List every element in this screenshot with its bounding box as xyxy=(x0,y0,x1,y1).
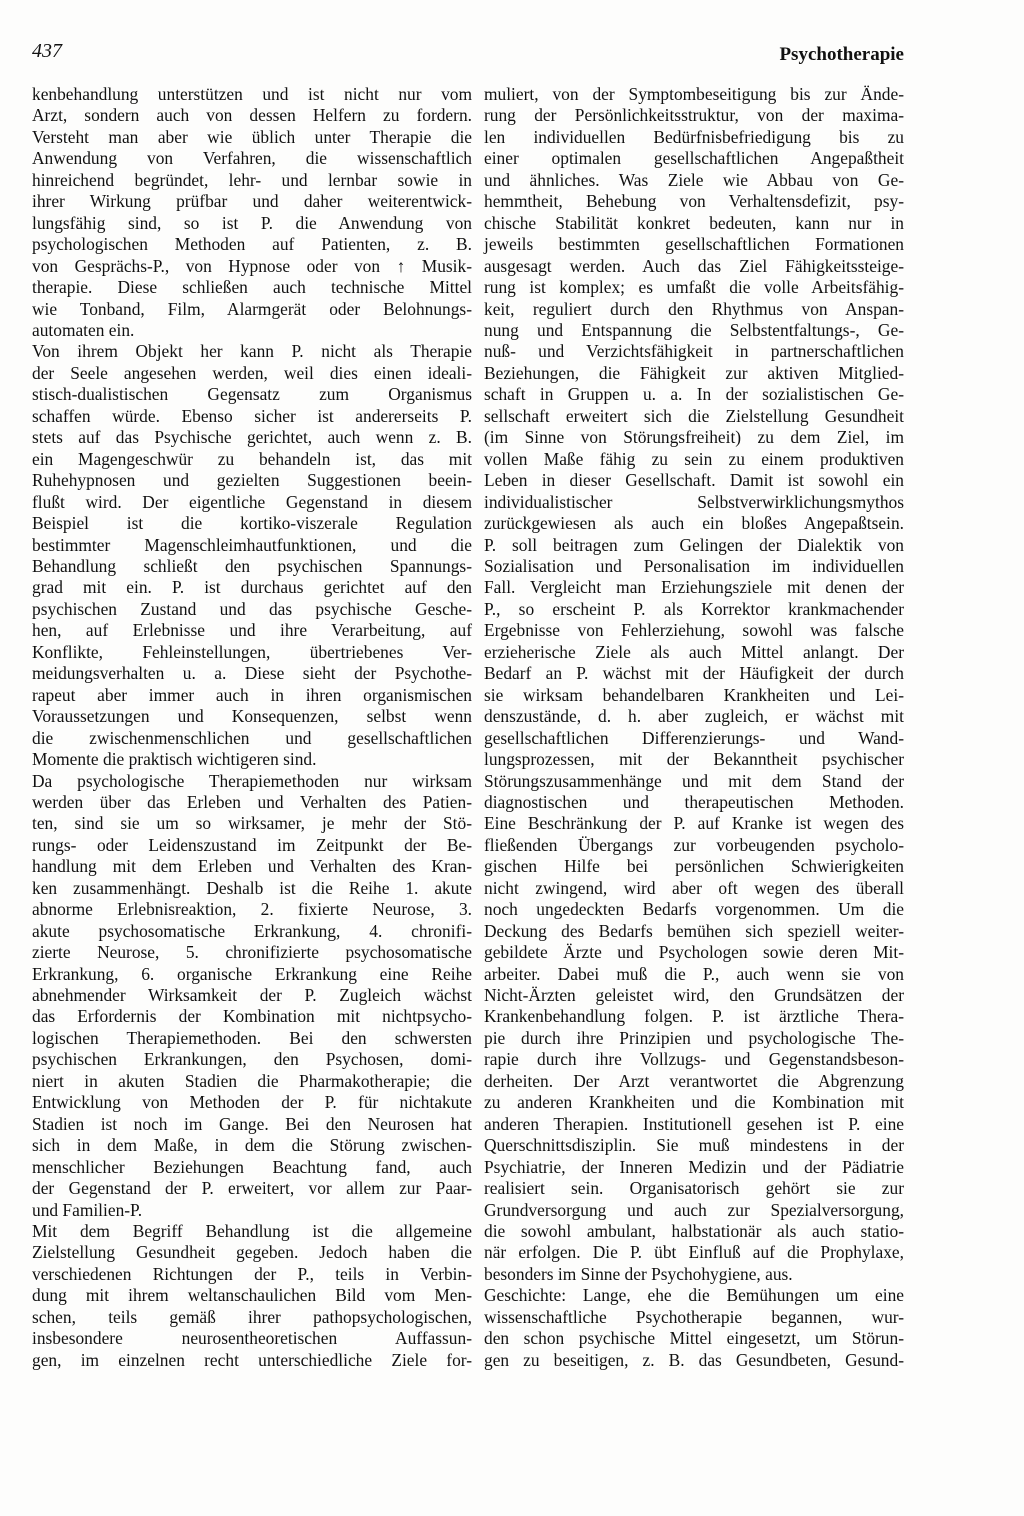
text-line: schaft in Gruppen u. a. In der sozialistischen Ge- xyxy=(484,384,904,405)
text-line: sellschaft erweitert sich die Zielstellung Gesundheit xyxy=(484,405,904,426)
text-line: ein Magengeschwür zu behandeln ist, das mit xyxy=(32,448,472,469)
text-line: ausgesagt werden. Auch das Ziel Fähigkeitssteige- xyxy=(484,255,904,276)
text-line: Psychiatrie, der Inneren Medizin und der Pädiatrie xyxy=(484,1156,904,1177)
text-line: Leben in dieser Gesellschaft. Damit ist sowohl ein xyxy=(484,470,904,491)
text-line: (im Sinne von Störungsfreiheit) zu dem Ziel, im xyxy=(484,427,904,448)
text-line: ihrer Wirkung prüfbar und daher weiterentwick- xyxy=(32,191,472,212)
text-line: gebildete Ärzte und Psychologen sowie deren Mit- xyxy=(484,942,904,963)
text-line: när erfolgen. Die P. übt Einfluß auf die Prophylaxe, xyxy=(484,1242,904,1263)
text-line: logischen Therapiemethoden. Bei den schwersten xyxy=(32,1027,472,1048)
text-line: Ergebnisse von Fehlerziehung, sowohl was falsche xyxy=(484,620,904,641)
text-line: Behandlung schließt den psychischen Spannungs- xyxy=(32,555,472,576)
text-line: und Familien-P. xyxy=(32,1199,143,1220)
text-line: gen, im einzelnen recht unterschiedliche Ziele for- xyxy=(32,1349,472,1370)
text-line: rungs- oder Leidenszustand im Zeitpunkt der Be- xyxy=(32,834,472,855)
text-line: Anwendung von Verfahren, die wissenschaftlich xyxy=(32,148,472,169)
text-line: wissenschaftliche Psychotherapie begannen, wur- xyxy=(484,1306,904,1327)
text-line: schaffen würde. Ebenso sicher ist andererseits P. xyxy=(32,405,472,426)
text-line: lungsprozessen, mit der Bekanntheit psychischer xyxy=(484,749,904,770)
text-line: hinreichend begründet, lehr- und lernbar sowie in xyxy=(32,169,472,190)
text-line: Mit dem Begriff Behandlung ist die allgemeine xyxy=(32,1221,472,1242)
text-line: verschiedenen Richtungen der P., teils in Verbin- xyxy=(32,1263,472,1284)
text-line: Voraussetzungen und Konsequenzen, selbst wenn xyxy=(32,706,472,727)
text-line: Zielstellung Gesundheit gegeben. Jedoch haben die xyxy=(32,1242,472,1263)
text-line: Sozialisation und Personalisation im individuellen xyxy=(484,555,904,576)
text-line: automaten ein. xyxy=(32,319,135,340)
text-line: sie wirksam behandelbaren Krankheiten und Lei- xyxy=(484,684,904,705)
text-line: Querschnittsdisziplin. Sie muß mindestens in der xyxy=(484,1135,904,1156)
text-line: pie durch ihre Prinzipien und psychologische The- xyxy=(484,1027,904,1048)
text-line: anderen Therapien. Institutionell gesehen ist P. eine xyxy=(484,1113,904,1134)
text-line: individualistischer Selbstverwirklichungsmythos xyxy=(484,491,904,512)
text-line: ten, sind sie um so wirksamer, je mehr der Stö- xyxy=(32,813,472,834)
text-line: die sowohl ambulant, halbstationär als auch statio- xyxy=(484,1221,904,1242)
text-line: Arzt, sondern auch von dessen Helfern zu fordern. xyxy=(32,105,472,126)
text-line: gischen Hilfe bei persönlichen Schwierigkeiten xyxy=(484,856,904,877)
text-line: Eine Beschränkung der P. auf Kranke ist wegen des xyxy=(484,813,904,834)
text-line: jeweils bestimmten gesellschaftlichen Formationen xyxy=(484,234,904,255)
text-line: noch ungedeckten Bedarfs vorgenommen. Um die xyxy=(484,899,904,920)
text-line: diagnostischen und therapeutischen Methoden. xyxy=(484,791,904,812)
text-line: Grundversorgung und auch zur Spezialversorgung, xyxy=(484,1199,904,1220)
text-line: len individuellen Bedürfnisbefriedigung bis zu xyxy=(484,126,904,147)
text-line: besonders im Sinne der Psychohygiene, aus. xyxy=(484,1263,793,1284)
text-line: psychologischen Methoden auf Patienten, z. B. xyxy=(32,234,472,255)
text-line: Von ihrem Objekt her kann P. nicht als Therapie xyxy=(32,341,472,362)
text-line: P., so erscheint P. als Korrektor krankmachender xyxy=(484,598,904,619)
text-line: rapie durch ihre Vollzugs- und Gegenstandsbeson- xyxy=(484,1049,904,1070)
text-line: rung der Persönlichkeitsstruktur, von der maxima- xyxy=(484,105,904,126)
text-line: ken zusammenhängt. Deshalb ist die Reihe 1. akute xyxy=(32,877,472,898)
text-line: Konflikte, Fehleinstellungen, übertriebenes Ver- xyxy=(32,641,472,662)
text-line: P. soll beitragen zum Gelingen der Dialektik von xyxy=(484,534,904,555)
text-line: kenbehandlung unterstützen und ist nicht nur vom xyxy=(32,84,472,104)
text-line: niert in akuten Stadien die Pharmakotherapie; die xyxy=(32,1070,472,1091)
text-line: muliert, von der Symptombeseitigung bis zur Ände- xyxy=(484,84,904,104)
text-line: Stadien ist noch im Gange. Bei den Neurosen hat xyxy=(32,1113,472,1134)
text-line: Beziehungen, die Fähigkeit zur aktiven Mitglied- xyxy=(484,362,904,383)
text-line: Krankenbehandlung folgen. P. ist ärztliche Thera- xyxy=(484,1006,904,1027)
text-line: die zwischenmenschlichen und gesellschaftlichen xyxy=(32,727,472,748)
text-line: Fall. Vergleicht man Erziehungsziele mit denen der xyxy=(484,577,904,598)
text-line: gen zu beseitigen, z. B. das Gesundbeten, Gesund- xyxy=(484,1349,904,1370)
text-line: das Erfordernis der Kombination mit nichtpsycho- xyxy=(32,1006,472,1027)
text-line: chische Stabilität konkret bedeuten, kann nur in xyxy=(484,212,904,233)
text-line: Versteht man aber wie üblich unter Therapie die xyxy=(32,126,472,147)
text-line: schen, teils gemäß ihrer pathopsychologischen, xyxy=(32,1306,472,1327)
text-line: der Seele angesehen werden, weil dies einen ideali- xyxy=(32,362,472,383)
text-line: wie Tonband, Film, Alarmgerät oder Belohnungs- xyxy=(32,298,472,319)
text-line: den schon psychische Mittel eingesetzt, um Störun- xyxy=(484,1328,904,1349)
text-line: stisch-dualistischen Gegensatz zum Organismus xyxy=(32,384,472,405)
text-line: Geschichte: Lange, ehe die Bemühungen um eine xyxy=(484,1285,904,1306)
text-line: einer optimalen gesellschaftlichen Angepaßtheit xyxy=(484,148,904,169)
text-line: Deckung des Bedarfs bemühen sich speziell weiter- xyxy=(484,920,904,941)
text-line: Beispiel ist die kortiko-viszerale Regulation xyxy=(32,513,472,534)
text-line: sich in dem Maße, in dem die Störung zwischen- xyxy=(32,1135,472,1156)
text-line: akute psychosomatische Erkrankung, 4. chronifi- xyxy=(32,920,472,941)
text-line: hen, auf Erlebnisse und ihre Verarbeitung, auf xyxy=(32,620,472,641)
text-line: meidungsverhalten u. a. Diese sieht der Psychothe- xyxy=(32,663,472,684)
text-line: grad mit ein. P. ist durchaus gerichtet auf den xyxy=(32,577,472,598)
running-title: Psychotherapie xyxy=(779,44,904,65)
text-line: Momente die praktisch wichtigeren sind. xyxy=(32,749,317,770)
text-line: zierte Neurose, 5. chronifizierte psychosomatische xyxy=(32,942,472,963)
text-line: Störungszusammenhänge und mit dem Stand der xyxy=(484,770,904,791)
text-line: nicht zwingend, wird aber oft wegen des überall xyxy=(484,877,904,898)
text-line: Erkrankung, 6. organische Erkrankung eine Reihe xyxy=(32,963,472,984)
text-line: zu anderen Krankheiten und die Kombination mit xyxy=(484,1092,904,1113)
text-line: Nicht-Ärzten geleistet wird, den Grundsätzen der xyxy=(484,985,904,1006)
text-line: handlung mit dem Erleben und Verhalten des Kran- xyxy=(32,856,472,877)
text-line: Entwicklung von Methoden der P. für nichtakute xyxy=(32,1092,472,1113)
text-line: vollen Maße fähig zu sein zu einem produktiven xyxy=(484,448,904,469)
text-line: derheiten. Der Arzt verantwortet die Abgrenzung xyxy=(484,1070,904,1091)
text-line: nung und Entspannung die Selbstentfaltungs-, Ge- xyxy=(484,319,904,340)
text-line: zurückgewiesen als auch ein bloßes Angepaßtsein. xyxy=(484,513,904,534)
text-line: rapeut aber immer auch in ihren organismischen xyxy=(32,684,472,705)
text-line: psychischen Zustand und das psychische Gesche- xyxy=(32,598,472,619)
text-line: dung mit ihrem weltanschaulichen Bild vom Men- xyxy=(32,1285,472,1306)
text-line: hemmtheit, Behebung von Verhaltensdefizit, psy- xyxy=(484,191,904,212)
text-line: werden über das Erleben und Verhalten des Patien- xyxy=(32,791,472,812)
text-line: flußt wird. Der eigentliche Gegenstand in diesem xyxy=(32,491,472,512)
text-line: bestimmter Magenschleimhautfunktionen, und die xyxy=(32,534,472,555)
text-line: arbeiter. Dabei muß die P., auch wenn sie von xyxy=(484,963,904,984)
left-text-column xyxy=(32,84,472,1371)
right-text-column xyxy=(484,84,904,1371)
text-line: menschlicher Beziehungen Beachtung fand, auch xyxy=(32,1156,472,1177)
text-line: therapie. Diese schließen auch technische Mittel xyxy=(32,277,472,298)
text-line: und ähnliches. Was Ziele wie Abbau von Ge- xyxy=(484,169,904,190)
text-line: lungsfähig sind, so ist P. die Anwendung von xyxy=(32,212,472,233)
text-line: gesellschaftlichen Differenzierungs- und Wand- xyxy=(484,727,904,748)
text-line: nuß- und Verzichtsfähigkeit in partnerschaftlichen xyxy=(484,341,904,362)
text-line: von Gesprächs-P., von Hypnose oder von ↑ Musik- xyxy=(32,255,472,276)
text-line: rung ist komplex; es umfaßt die volle Arbeitsfähig- xyxy=(484,277,904,298)
text-line: insbesondere neurosentheoretischen Auffassun- xyxy=(32,1328,472,1349)
text-line: denszustände, d. h. aber zugleich, er wächst mit xyxy=(484,706,904,727)
text-line: der Gegenstand der P. erweitert, vor allem zur Paar- xyxy=(32,1178,472,1199)
text-line: psychischen Erkrankungen, den Psychosen, domi- xyxy=(32,1049,472,1070)
text-line: stets auf das Psychische gerichtet, auch wenn z. B. xyxy=(32,427,472,448)
text-line: abnorme Erlebnisreaktion, 2. fixierte Neurose, 3. xyxy=(32,899,472,920)
text-line: abnehmender Wirksamkeit der P. Zugleich wächst xyxy=(32,985,472,1006)
page-number: 437 xyxy=(32,40,62,62)
text-line: erzieherische Ziele als auch Mittel anlangt. Der xyxy=(484,641,904,662)
text-line: Ruhehypnosen und gezielten Suggestionen beein- xyxy=(32,470,472,491)
text-line: fließenden Übergangs zur vorbeugenden psycholo- xyxy=(484,834,904,855)
text-line: keit, reguliert durch den Rhythmus von Anspan- xyxy=(484,298,904,319)
text-line: Bedarf an P. wächst mit der Häufigkeit der durch xyxy=(484,663,904,684)
text-line: realisiert sein. Organisatorisch gehört sie zur xyxy=(484,1178,904,1199)
text-line: Da psychologische Therapiemethoden nur wirksam xyxy=(32,770,472,791)
